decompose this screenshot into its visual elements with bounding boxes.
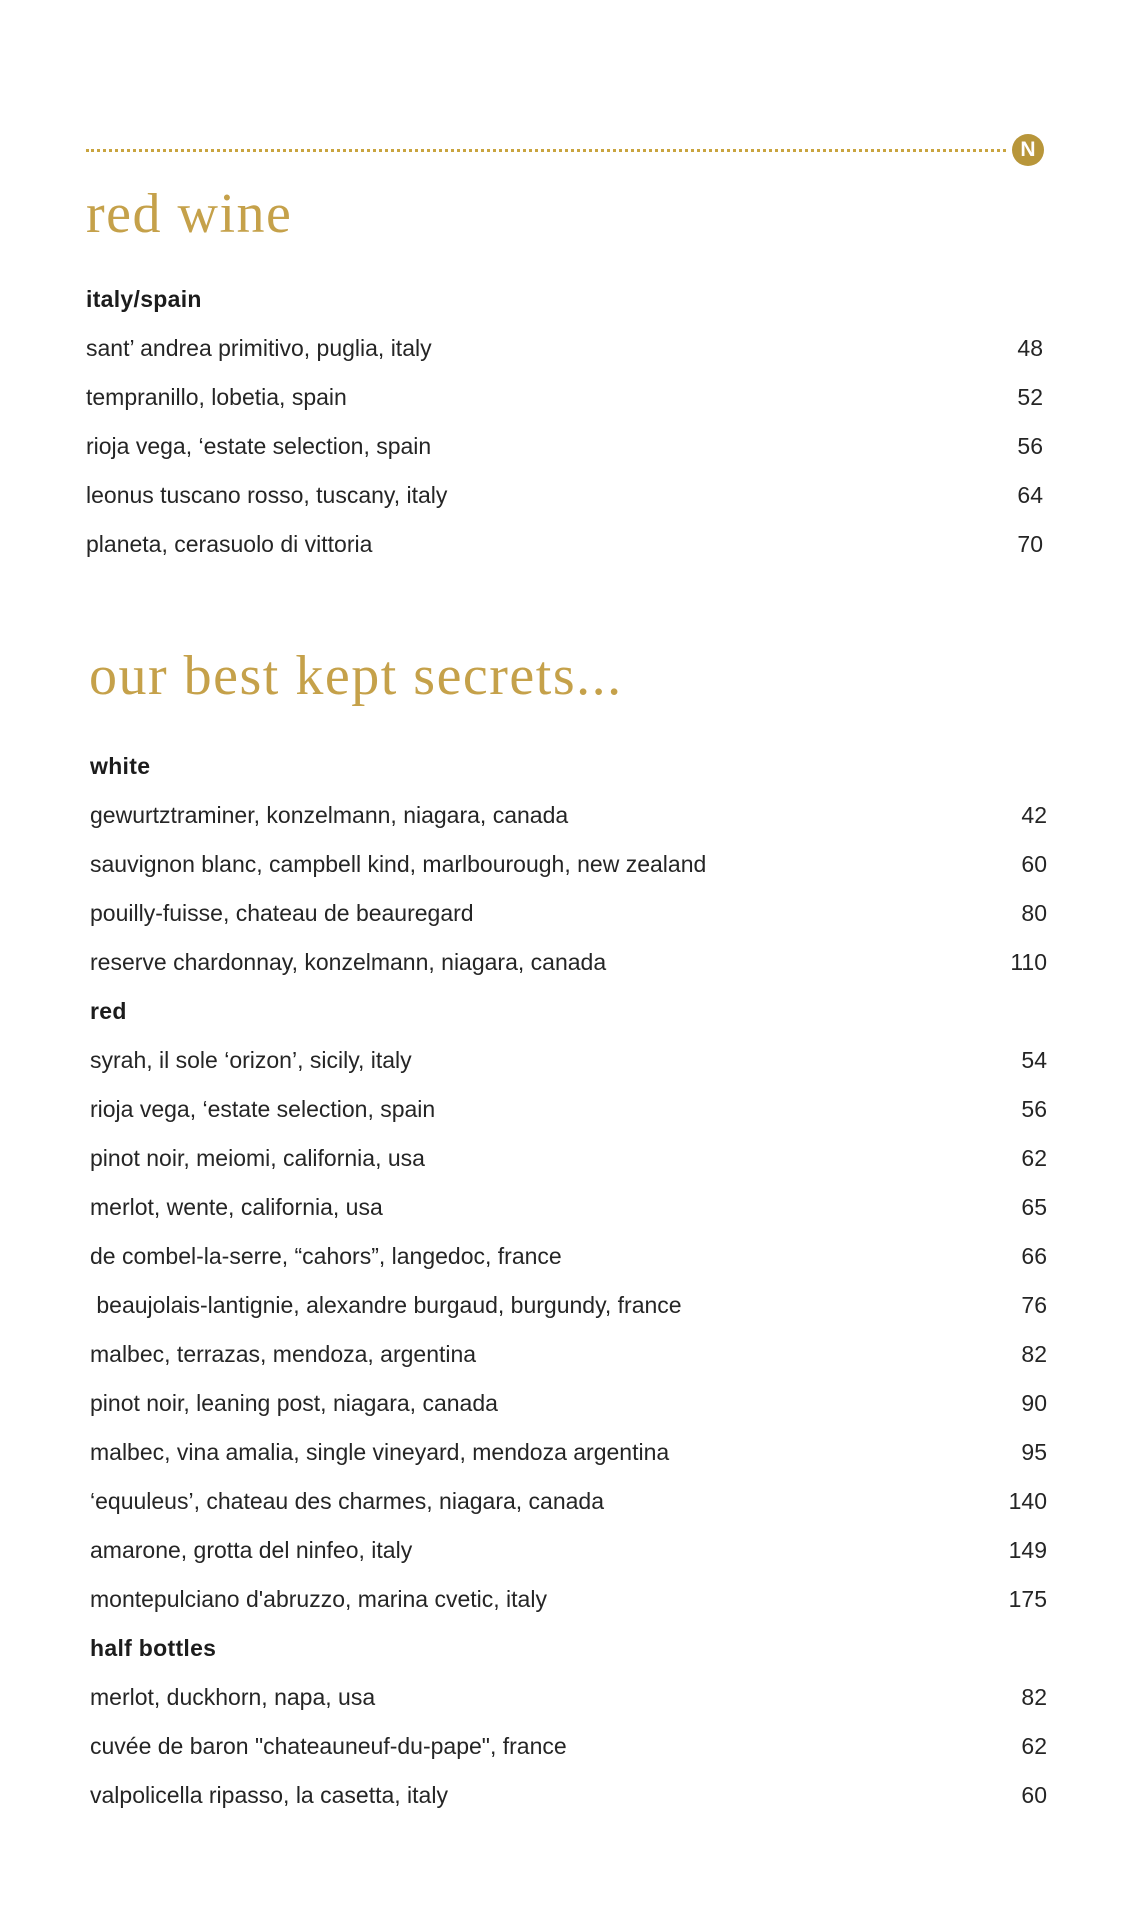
wine-price: 76: [1021, 1292, 1047, 1318]
wine-name: planeta, cerasuolo di vittoria: [86, 531, 373, 557]
wine-price: 82: [1021, 1341, 1047, 1367]
wine-row: [90, 1388, 1047, 1418]
wine-row: [90, 898, 1047, 928]
wine-name: valpolicella ripasso, la casetta, italy: [90, 1782, 448, 1808]
wine-price: 48: [1017, 335, 1043, 361]
wine-name: cuvée de baron "chateauneuf-du-pape", france: [90, 1733, 567, 1759]
wine-price: 110: [1010, 949, 1047, 975]
wine-name: rioja vega, ‘estate selection, spain: [86, 433, 432, 459]
wine-row: [90, 1143, 1047, 1173]
dotted-divider: [86, 149, 1006, 152]
wine-row: [90, 1192, 1047, 1222]
wine-row: [90, 1731, 1047, 1761]
wine-name: leonus tuscano rosso, tuscany, italy: [86, 482, 448, 508]
wine-row: [90, 1339, 1047, 1369]
wine-price: 82: [1021, 1684, 1047, 1710]
wine-price: 64: [1017, 482, 1043, 508]
wine-name: gewurtztraminer, konzelmann, niagara, canada: [90, 802, 569, 828]
wine-row: [90, 1241, 1047, 1271]
wine-row: [90, 1535, 1047, 1565]
wine-row: [90, 1094, 1047, 1124]
wine-name: pinot noir, leaning post, niagara, canada: [90, 1390, 498, 1416]
section-title-best-kept-secrets: our best kept secrets...: [89, 645, 623, 707]
group-heading-white: white: [90, 753, 151, 779]
group-heading-red: red: [90, 998, 127, 1024]
wine-row: [86, 480, 1043, 510]
wine-row: [86, 333, 1043, 363]
wine-name: beaujolais-lantignie, alexandre burgaud, burgundy, france: [90, 1292, 682, 1318]
wine-row: [90, 1584, 1047, 1614]
wine-row: [90, 1290, 1047, 1320]
logo-badge: N: [1012, 134, 1044, 166]
wine-name: amarone, grotta del ninfeo, italy: [90, 1537, 413, 1563]
wine-price: 65: [1021, 1194, 1047, 1220]
wine-price: 175: [1008, 1586, 1047, 1612]
wine-price: 60: [1021, 851, 1047, 877]
wine-row: [86, 382, 1043, 412]
wine-row: [90, 1045, 1047, 1075]
group-heading-half-bottles: half bottles: [90, 1635, 217, 1661]
wine-price: 70: [1017, 531, 1043, 557]
wine-name: ‘equuleus’, chateau des charmes, niagara, canada: [90, 1488, 605, 1514]
wine-name: malbec, terrazas, mendoza, argentina: [90, 1341, 477, 1367]
wine-name: syrah, il sole ‘orizon’, sicily, italy: [90, 1047, 412, 1073]
wine-name: de combel-la-serre, “cahors”, langedoc, france: [90, 1243, 562, 1269]
group-heading-italy-spain: italy/spain: [86, 286, 202, 312]
wine-name: merlot, wente, california, usa: [90, 1194, 383, 1220]
wine-price: 52: [1017, 384, 1043, 410]
wine-name: tempranillo, lobetia, spain: [86, 384, 347, 410]
wine-price: 140: [1008, 1488, 1047, 1514]
wine-price: 80: [1021, 900, 1047, 926]
wine-price: 62: [1021, 1145, 1047, 1171]
wine-name: malbec, vina amalia, single vineyard, mendoza argentina: [90, 1439, 670, 1465]
wine-name: sant’ andrea primitivo, puglia, italy: [86, 335, 432, 361]
wine-price: 90: [1021, 1390, 1047, 1416]
wine-price: 66: [1021, 1243, 1047, 1269]
wine-price: 56: [1017, 433, 1043, 459]
wine-row: [90, 849, 1047, 879]
wine-price: 54: [1021, 1047, 1047, 1073]
wine-name: pouilly-fuisse, chateau de beauregard: [90, 900, 474, 926]
wine-row: [86, 431, 1043, 461]
wine-name: reserve chardonnay, konzelmann, niagara, canada: [90, 949, 607, 975]
wine-row: [90, 1486, 1047, 1516]
wine-row: [86, 529, 1043, 559]
wine-row: [90, 1780, 1047, 1810]
wine-name: merlot, duckhorn, napa, usa: [90, 1684, 376, 1710]
wine-price: 42: [1021, 802, 1047, 828]
wine-row: [90, 947, 1047, 977]
wine-name: rioja vega, ‘estate selection, spain: [90, 1096, 436, 1122]
section-title-red-wine: red wine: [86, 183, 293, 245]
wine-name: montepulciano d'abruzzo, marina cvetic, italy: [90, 1586, 547, 1612]
wine-price: 56: [1021, 1096, 1047, 1122]
wine-name: sauvignon blanc, campbell kind, marlbourough, new zealand: [90, 851, 707, 877]
wine-row: [90, 1682, 1047, 1712]
wine-price: 60: [1021, 1782, 1047, 1808]
wine-price: 95: [1021, 1439, 1047, 1465]
wine-price: 62: [1021, 1733, 1047, 1759]
wine-price: 149: [1008, 1537, 1047, 1563]
wine-row: [90, 800, 1047, 830]
wine-row: [90, 1437, 1047, 1467]
wine-name: pinot noir, meiomi, california, usa: [90, 1145, 425, 1171]
